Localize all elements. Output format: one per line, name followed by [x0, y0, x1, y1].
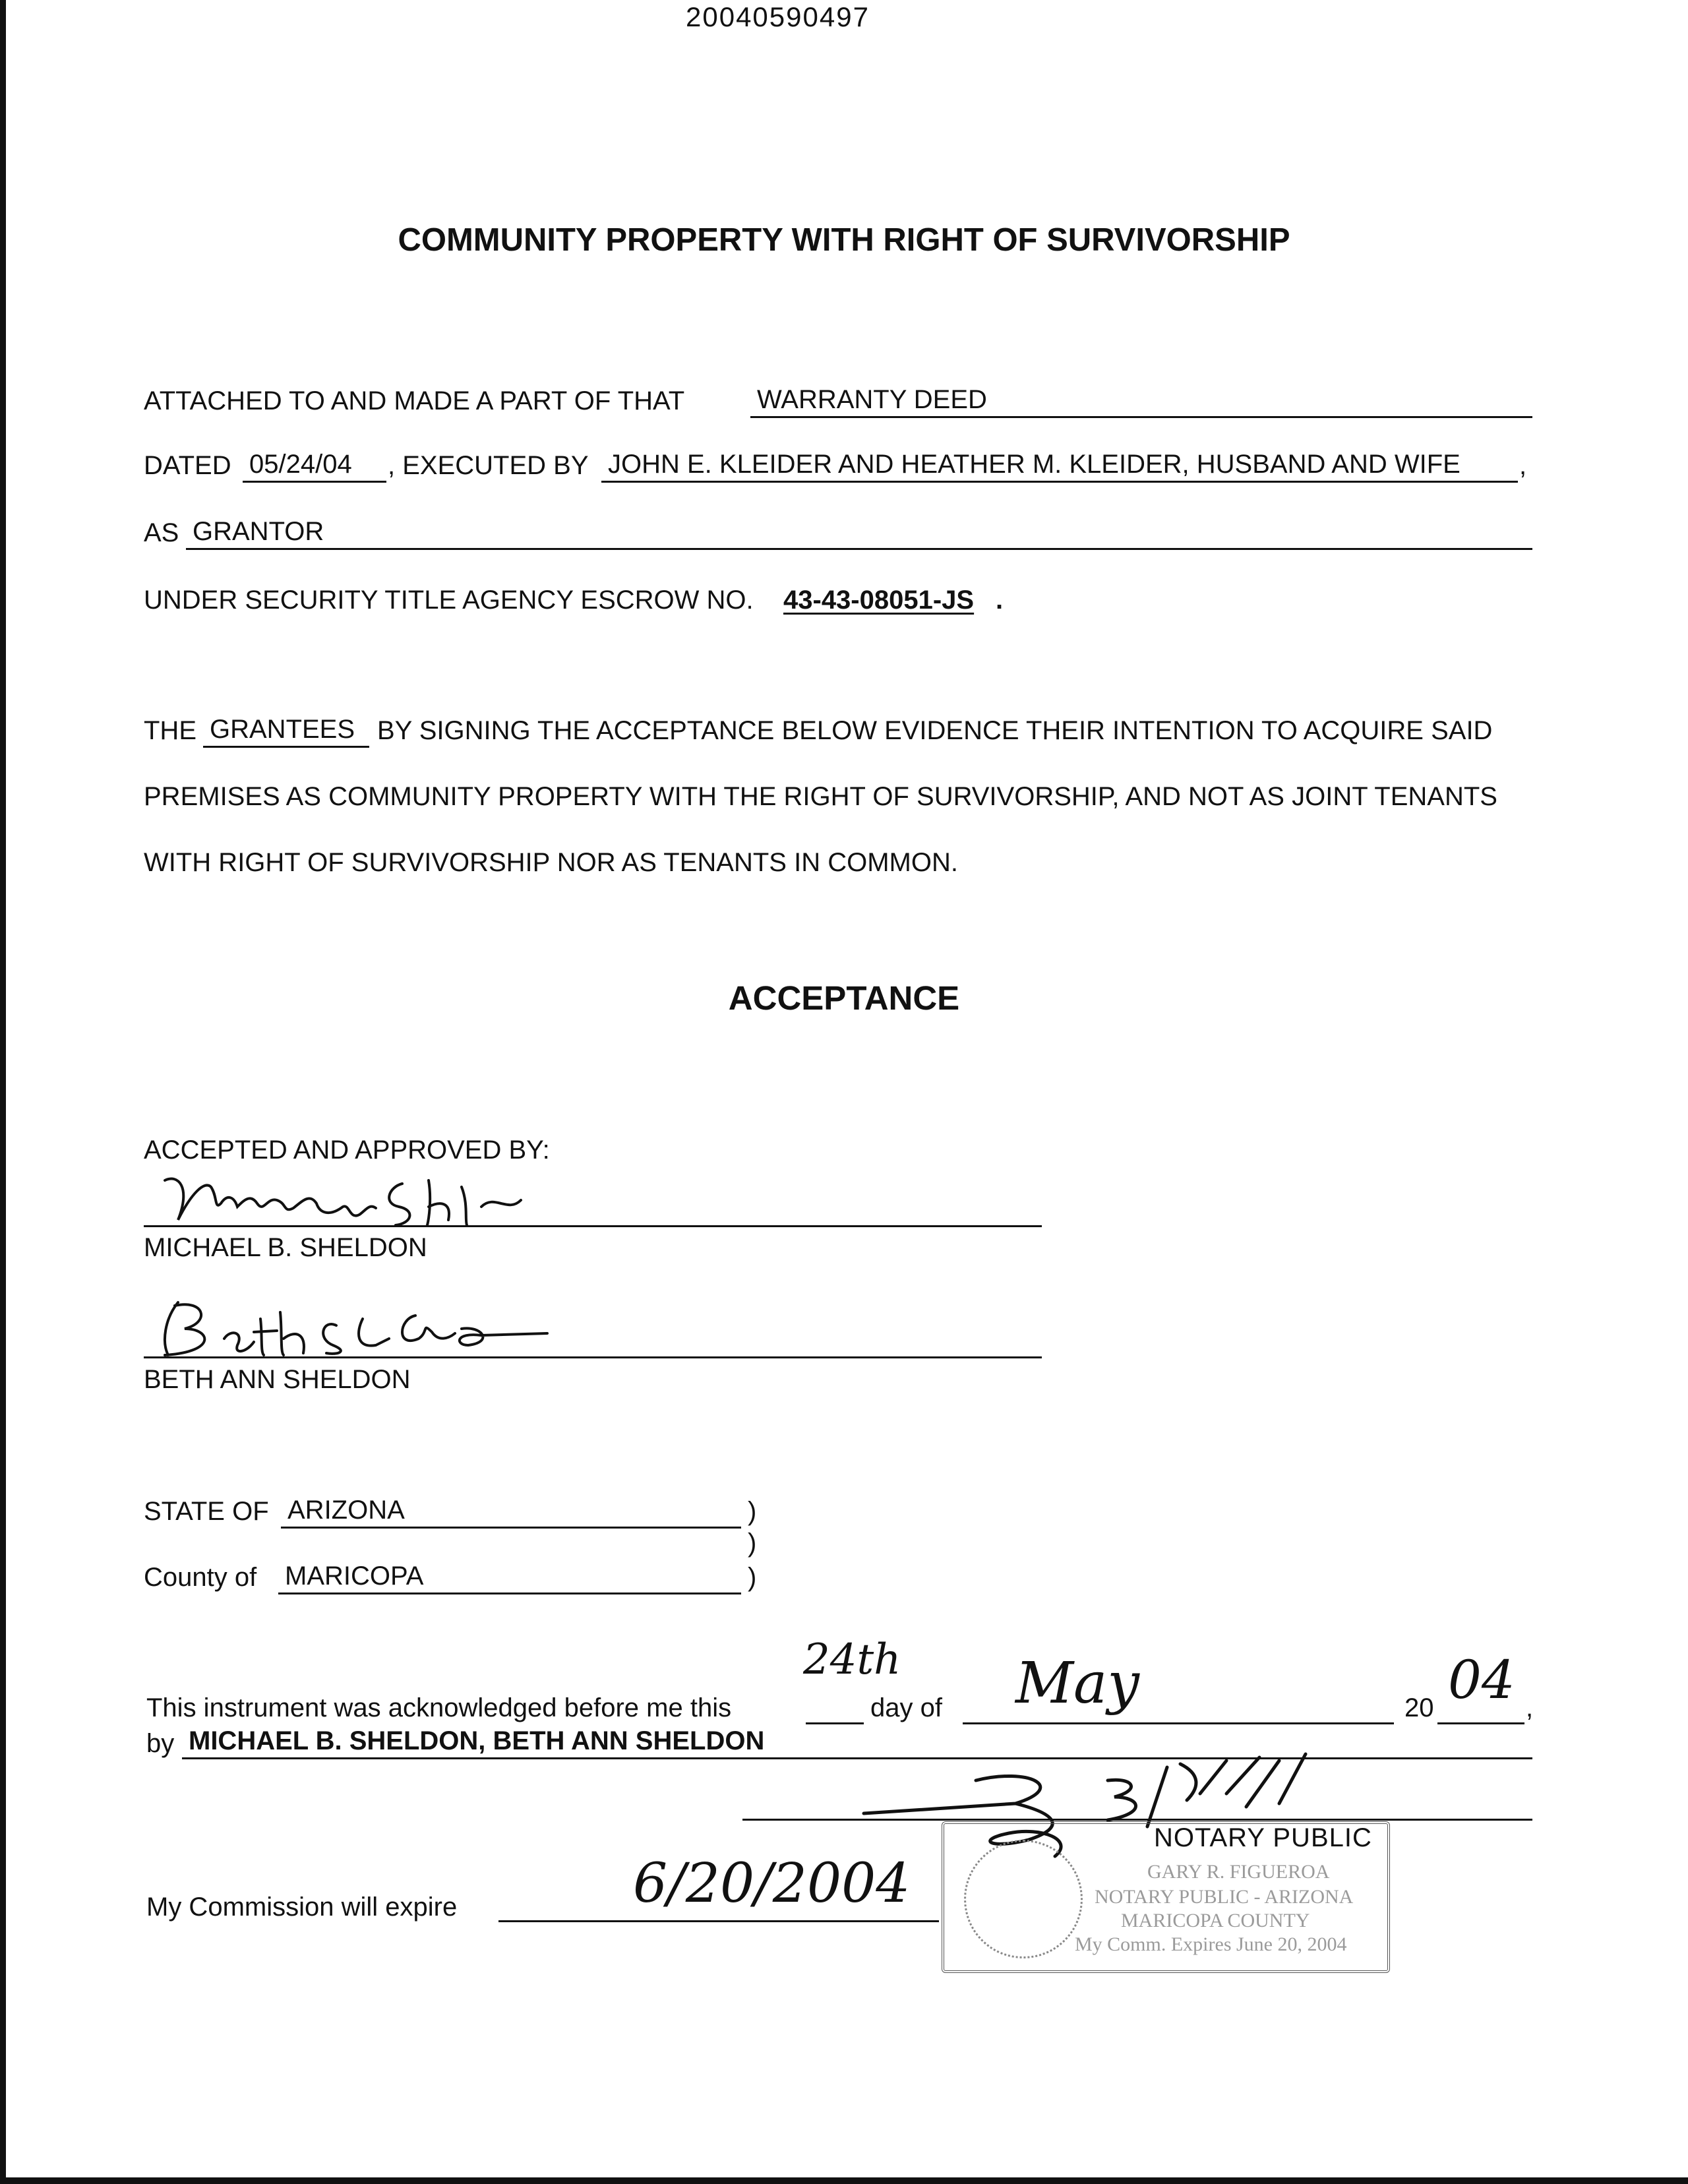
- signature-line-2: [144, 1356, 1042, 1358]
- month-line: [963, 1722, 1394, 1724]
- ack-year-comma: ,: [1526, 1693, 1534, 1722]
- ack-month-handwritten: May: [1015, 1651, 1139, 1716]
- scan-edge-bottom: [0, 2177, 1688, 2184]
- escrow-prefix: UNDER SECURITY TITLE AGENCY ESCROW NO.: [144, 586, 754, 615]
- ack-day-handwritten: 24th: [803, 1635, 901, 1684]
- scan-edge-left: [0, 0, 6, 2184]
- state-field: ARIZONA: [281, 1497, 741, 1529]
- as-prefix: AS: [144, 518, 179, 547]
- county-field: MARICOPA: [278, 1563, 741, 1594]
- ack-text: This instrument was acknowledged before me this: [146, 1693, 732, 1722]
- state-label: STATE OF: [144, 1497, 269, 1526]
- ack-day-of: day of: [870, 1693, 942, 1722]
- signer1-name: MICHAEL B. SHELDON: [144, 1233, 427, 1262]
- signature-line-1: [144, 1225, 1042, 1227]
- commission-line: [498, 1920, 939, 1922]
- dated-date-field: 05/24/04: [243, 451, 386, 483]
- notary-seal-emblem: [964, 1840, 1083, 1958]
- attached-prefix: ATTACHED TO AND MADE A PART OF THAT: [144, 386, 685, 415]
- intention-line3: WITH RIGHT OF SURVIVORSHIP NOR AS TENANTS IN COMMON.: [144, 848, 958, 877]
- executed-by-label: , EXECUTED BY: [388, 451, 589, 480]
- signature-beth: [138, 1292, 560, 1365]
- ack-year-prefix: 20: [1404, 1693, 1434, 1722]
- role-field: GRANTOR: [186, 518, 1532, 550]
- escrow-suffix: .: [996, 586, 1004, 615]
- intention-the: THE: [144, 716, 196, 745]
- escrow-number: 43-43-08051-JS: [783, 586, 975, 615]
- commission-label: My Commission will expire: [146, 1893, 458, 1922]
- intention-party-field: GRANTEES: [203, 716, 369, 748]
- ack-by-label: by: [146, 1729, 175, 1758]
- notary-public-label: NOTARY PUBLIC: [1154, 1823, 1372, 1852]
- document-number: 20040590497: [686, 1, 870, 32]
- intention-line1: BY SIGNING THE ACCEPTANCE BELOW EVIDENCE THEIR INTENTION TO ACQUIRE SAID: [377, 716, 1493, 745]
- seal-line-1: GARY R. FIGUEROA: [1147, 1861, 1330, 1883]
- dated-prefix: DATED: [144, 451, 231, 480]
- document-title: COMMUNITY PROPERTY WITH RIGHT OF SURVIVORSHIP: [398, 222, 1290, 258]
- seal-line-3: MARICOPA COUNTY: [1121, 1910, 1310, 1931]
- venue-paren-1: ): [748, 1497, 757, 1526]
- accepted-label: ACCEPTED AND APPROVED BY:: [144, 1136, 550, 1165]
- seal-line-4: My Comm. Expires June 20, 2004: [1075, 1933, 1347, 1955]
- executed-by-suffix: ,: [1519, 451, 1527, 480]
- venue-paren-2: ): [748, 1529, 757, 1558]
- day-line: [806, 1722, 864, 1724]
- venue-paren-3: ): [748, 1563, 757, 1592]
- commission-date-handwritten: 6/20/2004: [633, 1852, 911, 1915]
- deed-type-field: WARRANTY DEED: [750, 386, 1532, 418]
- notary-signature-line: [742, 1819, 1532, 1821]
- ack-by-names-field: MICHAEL B. SHELDON, BETH ANN SHELDON: [182, 1728, 1532, 1759]
- intention-line2: PREMISES AS COMMUNITY PROPERTY WITH THE RIGHT OF SURVIVORSHIP, AND NOT AS JOINT TENANTS: [144, 782, 1497, 811]
- seal-line-2: NOTARY PUBLIC - ARIZONA: [1095, 1886, 1354, 1908]
- county-label: County of: [144, 1563, 257, 1592]
- year-line: [1437, 1722, 1524, 1724]
- executed-by-field: JOHN E. KLEIDER AND HEATHER M. KLEIDER, HUSBAND AND WIFE: [601, 451, 1518, 483]
- ack-year-handwritten: 04: [1448, 1649, 1515, 1711]
- signature-michael: [152, 1167, 547, 1233]
- signer2-name: BETH ANN SHELDON: [144, 1365, 411, 1394]
- acceptance-heading: ACCEPTANCE: [728, 979, 960, 1017]
